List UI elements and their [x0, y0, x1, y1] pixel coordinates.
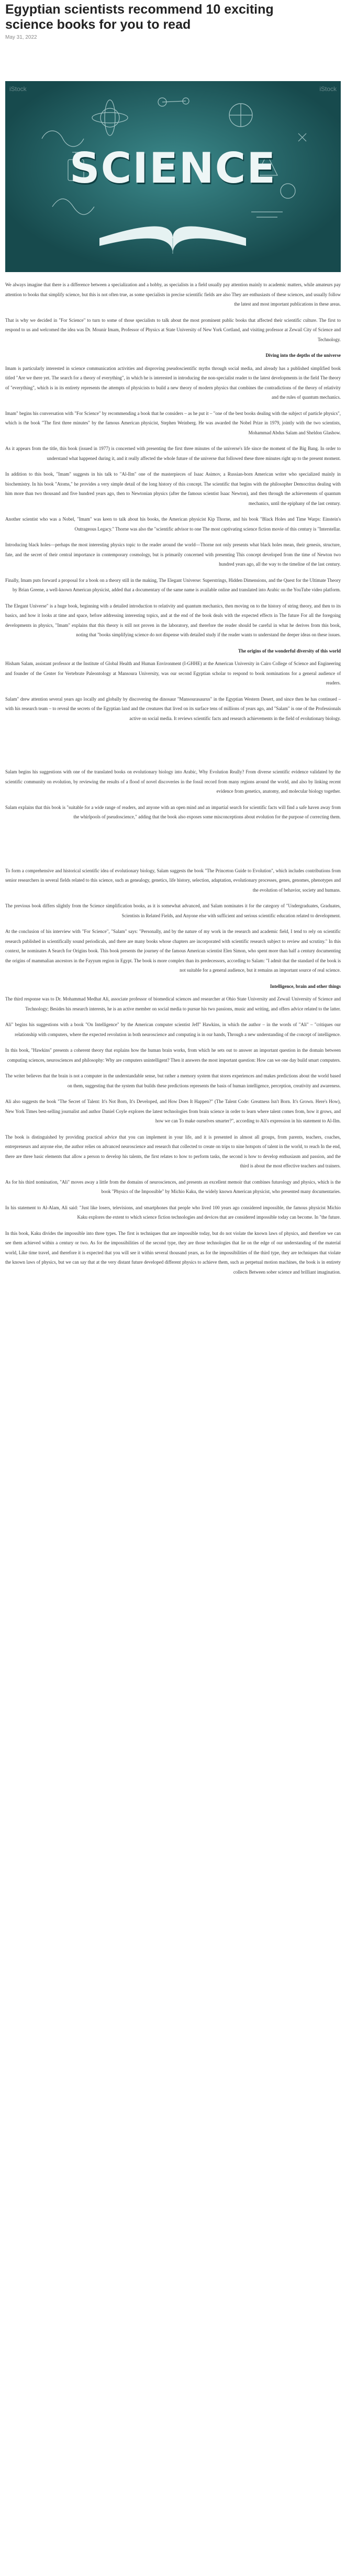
hero-science-word: SCIENCE — [69, 144, 277, 193]
article-paragraph: In this book, Kaku divides the impossible into three types. The first is techniques that are impossible today, but do not violate the known laws of physics, and therefore we can see them achieved within a century or two. As for the impossibilities of the second type, they are those technologies that lie on the edge of our understanding of the material world, Like time travel, and therefore it is expected that you will see it within several thousand years, as for the impossibilities of the third type, they are techniques that violate the known laws of physics, but we can say that at the very distant future developed different physics to achieve them, such as perpetual motion machines, the book is in entirety collects Between sober science and brilliant imagination. — [5, 1230, 341, 1275]
article-paragraph: In his statement to Al-Alam, Ali said: "Just like losers, televisions, and smartphones that people who lived 100 years ago considered impossible, the famous physicist Michio Kaku explores the extent to which science fiction technologies and devices that are considered impossible today can become. In "the future. — [5, 1205, 341, 1220]
article-paragraph: Another scientist who was a Nobel, "Imam" was keen to talk about his books, the American physicist Kip Thorne, and his book "Black Holes and Time Warps: Einstein's Outrageous Legacy." Thorne was also the "scientific advisor to one The most captivating science fiction movie of this century is "Interstellar. — [5, 516, 341, 532]
section-heading: The origins of the wonderful diversity of this world — [238, 648, 341, 654]
article-paragraph: Hisham Salam, assistant professor at the Institute of Global Health and Human Environment (I-GHHE) at the American University in Cairo College of Science and Engineering and founder of the Center for Vertebrate Paleontology at Mansoura University, was our second Egyptian scholar to respond to book nominations for a general audience of readers. — [5, 661, 341, 685]
article-paragraph: The Elegant Universe" is a huge book, beginning with a detailed introduction to relativity and quantum mechanics, then moving on to the history of string theory, and then to its basics, and how it looks at time and space, before addressing interesting topics, and at the end of the book deals with the expected effects in The future For all the foregoing developments in physics, "Imam" explains that this theory is still not proven in the laboratory, and therefore the reader should be careful in what he derives from this book, noting that "books simplifying science do not dispense with detailed study if the reader wants to understand the deeper ideas on these issues. — [5, 603, 341, 637]
article-paragraph: Ali" begins his suggestions with a book "On Intelligence" by the American computer scientist Jeff" Hawkins, in which the author – in the words of "Ali" – "critiques our relationship with computers, where the expected revolution in both neuroscience and computing is in our hands, Through a new understanding of the concept of intelligence. — [5, 1022, 341, 1037]
article-paragraph: In addition to this book, "Imam" suggests in his talk to "Al-Ilm" one of the masterpieces of Isaac Asimov, a Russian-born American writer who specialized mainly in biochemistry. In his book "Atoms," he provides a very simple detail of the long history of this concept. The scientific that begins with the philosopher Democritus dealing with him more than two thousand and five hundred years ago, then to Newtonian physics (after the famous scientist Isaac Newton), and then through the achievements of quantum mechanics, until the epiphany of the last century. — [5, 471, 341, 506]
section-heading: Intelligence, brain and other things — [270, 983, 341, 989]
article-paragraph: Ali also suggests the book "The Secret of Talent: It's Not Born, It's Developed, and How Does It Happen?" (The Talent Code: Greatness Isn't Born. It's Grown. Here's How), New York Times best-selling journalist and author Daniel Coyle explores the latest technologies from brain science in order to learn where talent comes from, how it grows, and how we can To make ourselves smarter?", according to Ali's expression in his statement to Al-Ilm. — [5, 1099, 341, 1123]
section-heading: Diving into the depths of the universe — [265, 353, 341, 358]
article-paragraph: As for his third nomination, "Ali" moves away a little from the domains of neurosciences, and presents an excellent memoir that combines futurology and physics, which is the book "Physics of the Impossible" by Michio Kaku, the widely known American physicist, who presented many documentaries. — [5, 1179, 341, 1194]
article-paragraph: The third response was to Dr. Mohammad Medhat Ali, associate professor of biomedical sciences and researcher at Ohio State University and Zewail University of Science and Technology; Besides his research interests, he is an active member on social media to pursue his two passions, music and writing, and offers advice related to the latter. — [5, 996, 341, 1011]
article-paragraph: The writer believes that the brain is not a computer in the understandable sense, but rather a memory system that stores experiences and makes predictions about the world based on them, suggesting that the system that builds these predictions represents the basis of human intelligence, perception, creativity and awareness. — [5, 1073, 341, 1088]
article-title: Egyptian scientists recommend 10 exciting science books for you to read — [5, 2, 274, 32]
article-paragraph: Imam is particularly interested in science communication activities and disproving pseudoscientific myths through social media, and already has a published simplified book titled "Are we there yet. The search for a theory of everything", in which he is interested in introducing the non-specialist reader to the latest developments in the field The theory of "everything", which is in its entirety represents the attempts of physicists to build a new theory of modern physics that combines the contradictions of the theory of relativity and the rules of quantum mechanics. — [5, 365, 341, 400]
stock-watermark: iStock — [319, 85, 337, 93]
article-paragraph: That is why we decided in "For Science" to turn to some of those specialists to talk about the most prominent public books that affected their scientific culture. The first to respond to us and welcomed the idea was Dr. Mounir Imam, Professor of Physics at State University of New York Cortland, and visiting professor at Zewail City of Science and Technology. — [5, 317, 341, 342]
article-paragraph: We always imagine that there is a difference between a specialization and a hobby, as specialists in a field usually pay attention mainly to academic matters, while amateurs pay attention to books that simplify science, but this is not often true, as some specialists in precise scientific fields are also They are enthusiasts of these sciences, and usually follow the latest and most important publications in these areas. — [5, 282, 341, 307]
article-paragraph: Salam explains that this book is "suitable for a wide range of readers, and anyone with an open mind and an impartial search for scientific facts will find a safe haven away from the whirlpools of pseudoscience," adding that the book also exposes some misconceptions about evolution for the purpose of correcting them. — [5, 804, 341, 819]
article-body — [5, 280, 341, 1277]
article-paragraph: At the conclusion of his interview with "For Science", "Salam" says: "Personally, and by the nature of my work in the research and academic field, I tend to rely on scientific research published in scientifically sound periodicals, and there are many books whose chapters are incorporated with scientific research subject to review and scrutiny." In this context, he nominates A Search for Origins book. This book presents the journey of the famous American scientist Elen Simon, who spent more than half a century documenting the origins of mammalian ancestors in the Fayyum region in Egypt. The book is more complex than its predecessors, according to Salam: "I admit that the standard of the book is not suitable for a general audience, but it remains an important source of real science. — [5, 929, 341, 973]
stock-watermark: iStock — [9, 85, 27, 93]
article-paragraph: The book is distinguished by providing practical advice that you can implement in your life, and it is presented in almost all groups, from parents, teachers, coaches, entrepreneurs and anyone else, the author relies on advanced neuroscience and research that collected to create on trips to nine hotspots of talent in the world, to reach In the end, there are three basic elements that allow a person to develop his talents, the first relates to how to perform tasks, the second is how to develop enthusiasm and passion, and the third is about the most effective teachers and trainers. — [5, 1134, 341, 1168]
article-paragraph: Introducing black holes—perhaps the most interesting physics topic to the reader around the world—Thorne not only presents what black holes mean, their genesis, structure, fate, and the secret of their central importance in contemporary cosmology, but is primarily concerned with presenting This concept developed from the time of Newton two hundred years ago, all the way to the timeline of the last century. — [5, 542, 341, 567]
article-paragraph: Finally, Imam puts forward a proposal for a book on a theory still in the making, The Elegant Universe: Superstrings, Hidden Dimensions, and the Quest for the Ultimate Theory by Brian Greene, a well-known American physicist, added that a documentary of the same name is available online and translated into Arabic on the YouTube video platform. — [5, 577, 341, 592]
publish-date: May 31, 2022 — [5, 35, 37, 40]
article-paragraph: Salam begins his suggestions with one of the translated books on evolutionary biology into Arabic, Why Evolution Really? From diverse scientific evidence validated by the scientific community on evolution, by reviewing the results of a flood of novel discoveries in the fossil record from many regions around the world, and also by linking recent evidence from genetics, anatomy, and molecular biology together. — [5, 769, 341, 794]
article-paragraph: As it appears from the title, this book (issued in 1977) is concerned with presenting the first three minutes of the universe's life since the moment of the Big Bang. In order to understand what happened during it, and it really affected the whole future of the universe that followed these three minutes right up to the present moment. — [5, 446, 341, 461]
article-paragraph: In this book, "Hawkins" presents a coherent theory that explains how the human brain works, from which he sets out to answer an important question in the domain between computing sciences, neurosciences and philosophy: Why are computers unintelligent? Then it answers the most important question: How can we one day build smart computers. — [5, 1048, 341, 1063]
article-paragraph: To form a comprehensive and historical scientific idea of evolutionary biology, Salam suggests the book "The Princeton Guide to Evolution", which includes contributions from senior researchers in several fields related to this science, such as genealogy, genetics, life history, selection, adaptation, evolutionary processes, genes, genomes, phenotypes and the evolution of behavior, society and humans. — [5, 868, 341, 893]
article-paragraph: Imam" begins his conversation with "For Science" by recommending a book that he considers – as he put it – "one of the best books dealing with the subject of particle physics", which is the book "The first three minutes" by the famous American physicist, Stephen Weinberg. He was awarded the Nobel Prize in 1979, jointly with the two scientists, Mohammad Abdus Salam and Sheldon Glashow. — [5, 410, 341, 435]
hero-image — [5, 81, 341, 272]
article-paragraph: Salam" drew attention several years ago locally and globally by discovering the dinosaur "Mansourasaurus" in the Egyptian Western Desert, and since then he has continued – with his research team – to reveal the secrets of the Egyptian land and the creatures that lived on its surface tens of millions of years ago, and "Salam" is one of the Professionals active on social media. It reviews scientific facts and research achievements in the field of evolutionary biology. — [5, 696, 341, 721]
article-paragraph: The previous book differs slightly from the Science simplification books, as it is somewhat advanced, and Salam nominates it for the category of "Undergraduates, Graduates, Scientists in Related Fields, and Anyone else with sufficient and serious scientific education related to development. — [5, 903, 341, 918]
